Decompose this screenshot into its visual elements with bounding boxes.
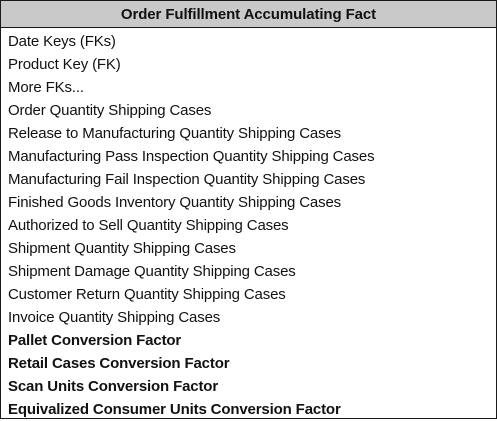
field-row: Shipment Quantity Shipping Cases (8, 240, 236, 257)
field-row: Product Key (FK) (8, 56, 121, 73)
field-row: More FKs... (8, 79, 84, 96)
field-list (1, 28, 496, 421)
field-row: Finished Goods Inventory Quantity Shipping Cases (8, 194, 341, 211)
conversion-factor-row: Pallet Conversion Factor (8, 332, 182, 349)
field-row: Authorized to Sell Quantity Shipping Cases (8, 217, 289, 234)
field-row: Release to Manufacturing Quantity Shipping Cases (8, 125, 341, 142)
conversion-factor-row: Retail Cases Conversion Factor (8, 355, 230, 372)
field-row: Invoice Quantity Shipping Cases (8, 309, 221, 326)
conversion-factor-row: Equivalized Consumer Units Conversion Factor (8, 401, 341, 418)
field-row: Date Keys (FKs) (8, 33, 116, 50)
table-title: Order Fulfillment Accumulating Fact (1, 1, 496, 28)
field-row: Manufacturing Fail Inspection Quantity Shipping Cases (8, 171, 366, 188)
field-row: Manufacturing Pass Inspection Quantity Shipping Cases (8, 148, 375, 165)
field-row: Shipment Damage Quantity Shipping Cases (8, 263, 296, 280)
field-row: Order Quantity Shipping Cases (8, 102, 212, 119)
conversion-factor-row: Scan Units Conversion Factor (8, 378, 219, 395)
field-row: Customer Return Quantity Shipping Cases (8, 286, 286, 303)
